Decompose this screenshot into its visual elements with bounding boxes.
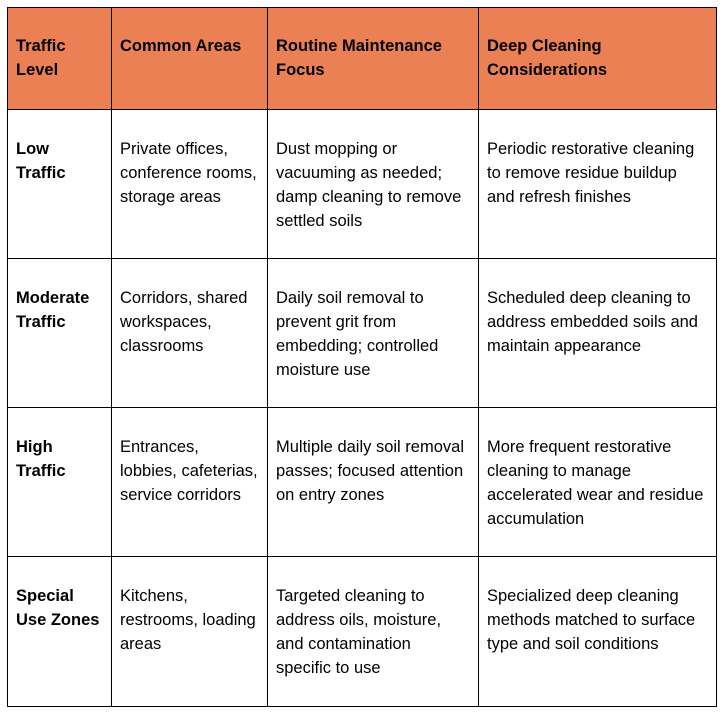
traffic-level-cell: Special Use Zones <box>8 557 112 707</box>
traffic-level-cell: High Traffic <box>8 408 112 557</box>
header-routine-maintenance-focus: Routine Maintenance Focus <box>268 8 479 110</box>
common-areas-cell: Corridors, shared workspaces, classrooms <box>112 259 268 408</box>
routine-maintenance-cell: Daily soil removal to prevent grit from embedding; controlled moisture use <box>268 259 479 408</box>
table-row <box>8 557 717 707</box>
table-row <box>8 259 717 408</box>
deep-cleaning-cell: Specialized deep cleaning methods matched to surface type and soil conditions <box>479 557 717 707</box>
traffic-level-cell: Moderate Traffic <box>8 259 112 408</box>
common-areas-cell: Kitchens, restrooms, loading areas <box>112 557 268 707</box>
traffic-level-cell: Low Traffic <box>8 110 112 259</box>
routine-maintenance-cell: Targeted cleaning to address oils, moisture, and contamination specific to use <box>268 557 479 707</box>
table-row <box>8 110 717 259</box>
header-traffic-level: Traffic Level <box>8 8 112 110</box>
deep-cleaning-cell: Scheduled deep cleaning to address embedded soils and maintain appearance <box>479 259 717 408</box>
table-row <box>8 408 717 557</box>
routine-maintenance-cell: Dust mopping or vacuuming as needed; damp cleaning to remove settled soils <box>268 110 479 259</box>
common-areas-cell: Entrances, lobbies, cafeterias, service corridors <box>112 408 268 557</box>
header-deep-cleaning-considerations: Deep Cleaning Considerations <box>479 8 717 110</box>
traffic-level-table <box>7 7 717 707</box>
common-areas-cell: Private offices, conference rooms, storage areas <box>112 110 268 259</box>
routine-maintenance-cell: Multiple daily soil removal passes; focused attention on entry zones <box>268 408 479 557</box>
deep-cleaning-cell: Periodic restorative cleaning to remove residue buildup and refresh finishes <box>479 110 717 259</box>
table-header-row <box>8 8 717 110</box>
header-common-areas: Common Areas <box>112 8 268 110</box>
deep-cleaning-cell: More frequent restorative cleaning to manage accelerated wear and residue accumulation <box>479 408 717 557</box>
